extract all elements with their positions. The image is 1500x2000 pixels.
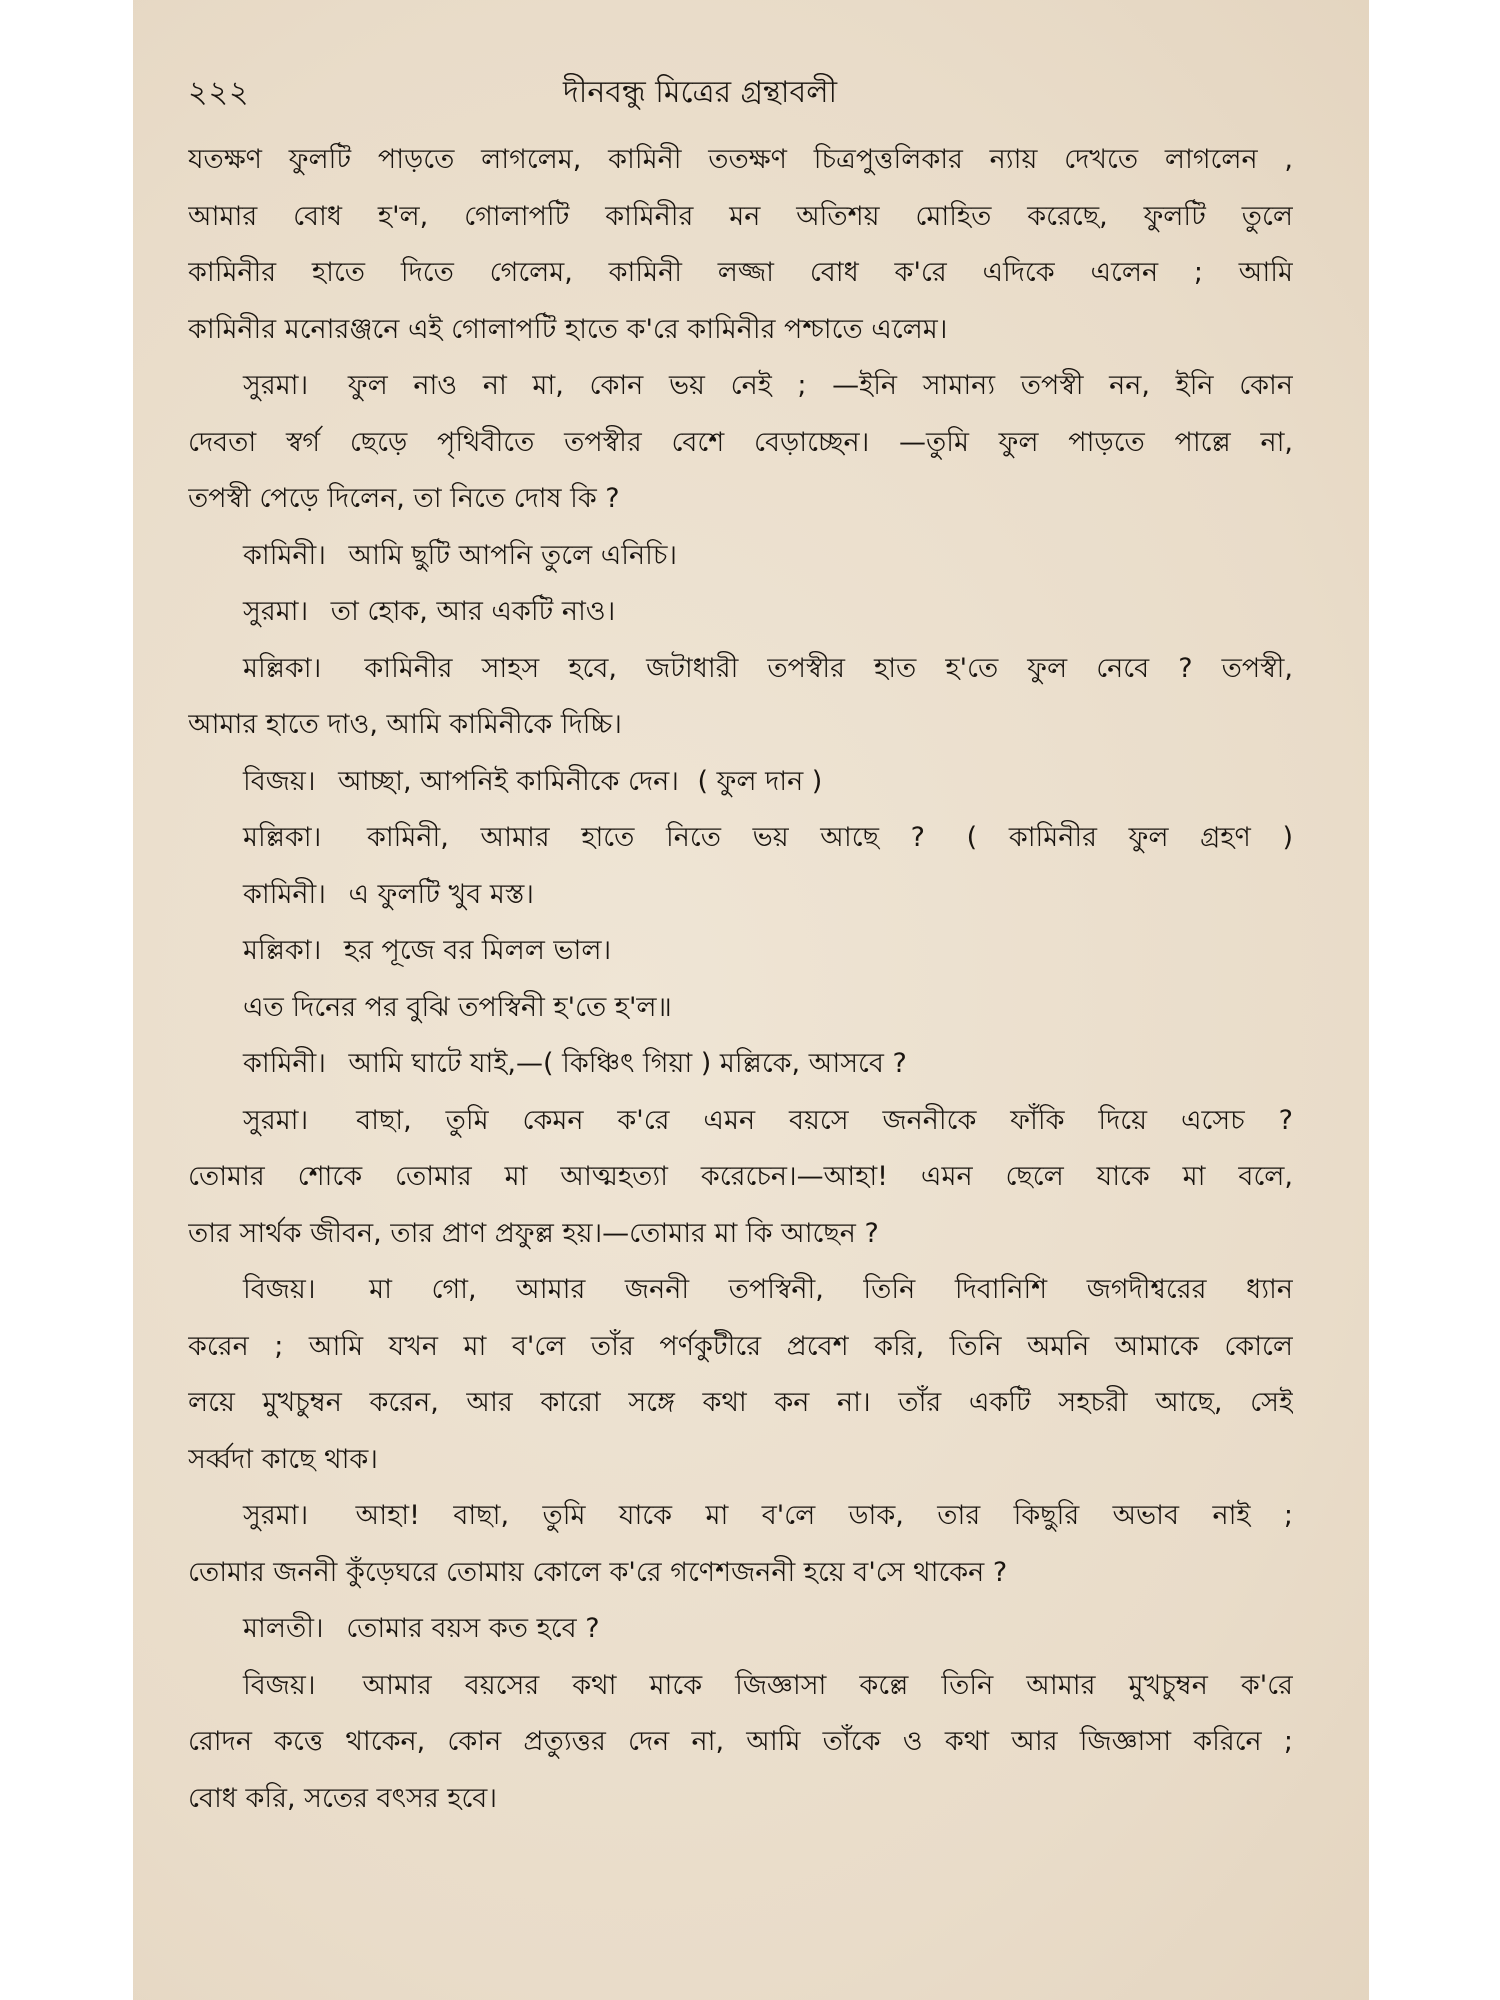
speaker-name: মল্লিকা। (243, 822, 322, 853)
dialogue-line (188, 923, 1293, 980)
dialogue-text: মা গো, আমার জননী তপস্বিনী, তিনি দিবানিশি জগদীশ্বরের ধ্যান (369, 1274, 1293, 1305)
page-title: দীনবন্ধু মিত্রের গ্রন্থাবলী (563, 75, 838, 110)
speaker-name: সুরমা। (243, 1500, 309, 1531)
dialogue-text: তোমার বয়স কত হবে ? (346, 1613, 600, 1644)
dialogue-text: হর পূজে বর মিলল ভাল। (343, 935, 612, 966)
dialogue-line (188, 810, 1293, 867)
text-line: কামিনীর হাতে দিতে গেলেম, কামিনী লজ্জা বোধ ক'রে এদিকে এলেন ; আমি (188, 257, 1293, 288)
text-line: তার সার্থক জীবন, তার প্রাণ প্রফুল্ল হয়।—তোমার মা কি আছেন ? (188, 1217, 879, 1249)
dialogue-text: এ ফুলটি খুব মস্ত। (348, 878, 534, 910)
dialogue-text: তা হোক, আর একটি নাও। (330, 596, 616, 627)
speaker-name: কামিনী। (243, 878, 326, 910)
speaker-name: মল্লিকা। (243, 935, 322, 966)
page-number: ২২২ (188, 75, 250, 110)
text-line: তপস্বী পেড়ে দিলেন, তা নিতে দোষ কি ? (188, 483, 620, 514)
dialogue-text: আমি ঘাটে যাই,—( কিঞ্চিৎ গিয়া ) মল্লিকে, আসবে ? (348, 1048, 907, 1079)
speaker-name: কামিনী। (243, 1048, 326, 1079)
text-line: তোমার শোকে তোমার মা আত্মহত্যা করেচেন।—আহা! এমন ছেলে যাকে মা বলে, (188, 1161, 1293, 1192)
text-line: বোধ করি, সতের বৎসর হবে। (188, 1782, 497, 1814)
text-line: লয়ে মুখচুম্বন করেন, আর কারো সঙ্গে কথা কন না। তাঁর একটি সহচরী আছে, সেই (188, 1387, 1293, 1418)
book-page (133, 0, 1369, 2000)
dialogue-line (188, 1093, 1293, 1150)
speaker-name: বিজয়। (243, 1274, 316, 1305)
dialogue-line (188, 1658, 1293, 1715)
text-line: যতক্ষণ ফুলটি পাড়তে লাগলেম, কামিনী ততক্ষণ চিত্রপুত্তলিকার ন্যায় দেখতে লাগলেন , (188, 144, 1293, 175)
speaker-name: বিজয়। (243, 765, 316, 797)
dialogue-text: আমি ছুটি আপনি তুলে এনিচি। (348, 539, 678, 571)
speaker-name: সুরমা। (243, 1104, 309, 1136)
text-line: কামিনীর মনোরঞ্জনে এই গোলাপটি হাতে ক'রে কামিনীর পশ্চাতে এলেম। (188, 313, 948, 345)
dialogue-text: আমার বয়সের কথা মাকে জিজ্ঞাসা কল্লে তিনি আমার মুখচুম্বন ক'রে (362, 1669, 1293, 1701)
dialogue-text: বাছা, তুমি কেমন ক'রে এমন বয়সে জননীকে ফাঁকি দিয়ে এসেচ ? (356, 1104, 1293, 1136)
dialogue-line (188, 1488, 1293, 1545)
dialogue-line (188, 1036, 1293, 1093)
text-line: আমার হাতে দাও, আমি কামিনীকে দিচ্চি। (188, 709, 622, 740)
text-line: দেবতা স্বর্গ ছেড়ে পৃথিবীতে তপস্বীর বেশে বেড়াচ্ছেন। —তুমি ফুল পাড়তে পাল্লে না, (188, 426, 1293, 458)
stage-direction: ( কামিনীর ফুল গ্রহণ ) (966, 822, 1293, 853)
speaker-name: মালতী। (243, 1613, 324, 1644)
dialogue-text: ফুল নাও না মা, কোন ভয় নেই ; —ইনি সামান্য তপস্বী নন, ইনি কোন (347, 370, 1293, 401)
dialogue-line (188, 1601, 1293, 1658)
stage-direction: ( ফুল দান ) (697, 765, 823, 797)
dialogue-text: কামিনীর সাহস হবে, জটাধারী তপস্বীর হাত হ'তে ফুল নেবে ? তপস্বী, (364, 652, 1293, 684)
dialogue-text: আহা! বাছা, তুমি যাকে মা ব'লে ডাক, তার কিছুরি অভাব নাই ; (355, 1500, 1293, 1531)
body-text (188, 132, 1293, 1827)
text-line: রোদন কত্তে থাকেন, কোন প্রত্যুত্তর দেন না, আমি তাঁকে ও কথা আর জিজ্ঞাসা করিনে ; (188, 1726, 1293, 1757)
dialogue-text: আচ্ছা, আপনিই কামিনীকে দেন। (338, 765, 679, 797)
speaker-name: সুরমা। (243, 370, 309, 401)
text-line: আমার বোধ হ'ল, গোলাপটি কামিনীর মন অতিশয় মোহিত করেছে, ফুলটি তুলে (188, 200, 1293, 232)
dialogue-text: কামিনী, আমার হাতে নিতে ভয় আছে ? (366, 822, 925, 853)
speaker-name: বিজয়। (243, 1669, 316, 1701)
speaker-name: সুরমা। (243, 596, 309, 627)
dialogue-line (188, 358, 1293, 415)
text-line: সর্ব্বদা কাছে থাক। (188, 1443, 378, 1475)
dialogue-line (188, 754, 1293, 811)
dialogue-line (188, 641, 1293, 698)
text-line: তোমার জননী কুঁড়েঘরে তোমায় কোলে ক'রে গণেশজননী হয়ে ব'সে থাকেন ? (188, 1556, 1008, 1588)
speaker-name: মল্লিকা। (243, 652, 322, 684)
text-line: করেন ; আমি যখন মা ব'লে তাঁর পর্ণকুটীরে প্রবেশ করি, তিনি অমনি আমাকে কোলে (188, 1330, 1293, 1362)
dialogue-line (188, 1262, 1293, 1319)
dialogue-line (188, 528, 1293, 585)
speaker-name: কামিনী। (243, 539, 326, 571)
dialogue-line (188, 584, 1293, 641)
dialogue-line (188, 867, 1293, 924)
dialogue-line: এত দিনের পর বুঝি তপস্বিনী হ'তে হ'ল॥ (243, 991, 672, 1023)
